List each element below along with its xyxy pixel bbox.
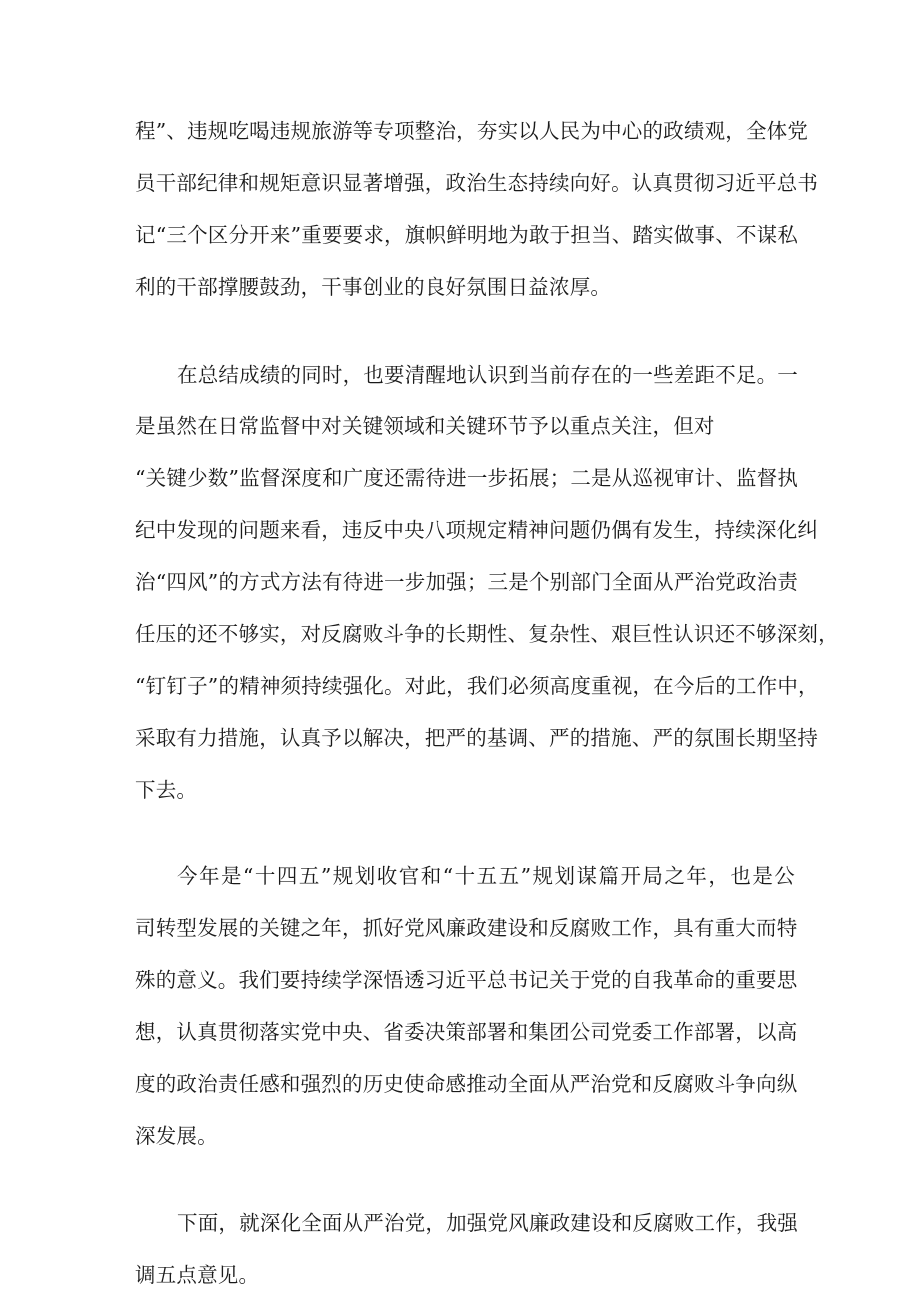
text-line: 下面，就深化全面从严治党，加强党风廉政建设和反腐败工作，我强 bbox=[177, 1210, 798, 1235]
text-line: 治“四风”的方式方法有待进一步加强；三是个别部门全面从严治党政治责 bbox=[135, 570, 799, 595]
text-line: 是虽然在日常监督中对关键领域和关键环节予以重点关注，但对 bbox=[135, 413, 715, 438]
text-line: 想，认真贯彻落实党中央、省委决策部署和集团公司党委工作部署，以高 bbox=[135, 1020, 798, 1045]
text-line: 利的干部撑腰鼓劲，干事创业的良好氛围日益浓厚。 bbox=[135, 275, 612, 300]
text-line: 员干部纪律和规矩意识显著增强，政治生态持续向好。认真贯彻习近平总书 bbox=[135, 171, 819, 196]
text-line: 殊的意义。我们要持续学深悟透习近平总书记关于党的自我革命的重要思 bbox=[135, 968, 798, 993]
text-line: 司转型发展的关键之年，抓好党风廉政建设和反腐败工作，具有重大而特 bbox=[135, 916, 798, 941]
text-line: 调五点意见。 bbox=[135, 1263, 260, 1287]
text-line: 采取有力措施，认真予以解决，把严的基调、严的措施、严的氛围长期坚持 bbox=[135, 726, 819, 751]
text-line: 今年是“十四五”规划收官和“十五五”规划谋篇开局之年，也是公 bbox=[177, 863, 795, 888]
text-line: 在总结成绩的同时，也要清醒地认识到当前存在的一些差距不足。一 bbox=[177, 362, 798, 387]
text-line: 任压的还不够实，对反腐败斗争的长期性、复杂性、艰巨性认识还不够深刻， bbox=[135, 622, 839, 647]
text-line: 程”、违规吃喝违规旅游等专项整治，夯实以人民为中心的政绩观，全体党 bbox=[135, 119, 809, 143]
text-line: 记“三个区分开来”重要要求，旗帜鲜明地为敢于担当、踏实做事、不谋私 bbox=[135, 223, 799, 248]
text-line: 纪中发现的问题来看，违反中央八项规定精神问题仍偶有发生，持续深化纠 bbox=[135, 518, 819, 542]
text-line: 下去。 bbox=[135, 778, 198, 803]
text-line: 深发展。 bbox=[135, 1124, 218, 1149]
text-line: “关键少数”监督深度和广度还需待进一步拓展；二是从巡视审计、监督执 bbox=[135, 465, 799, 490]
text-line: “钉钉子”的精神须持续强化。对此，我们必须高度重视，在今后的工作中， bbox=[135, 674, 819, 699]
text-line: 度的政治责任感和强烈的历史使命感推动全面从严治党和反腐败斗争向纵 bbox=[135, 1072, 798, 1097]
